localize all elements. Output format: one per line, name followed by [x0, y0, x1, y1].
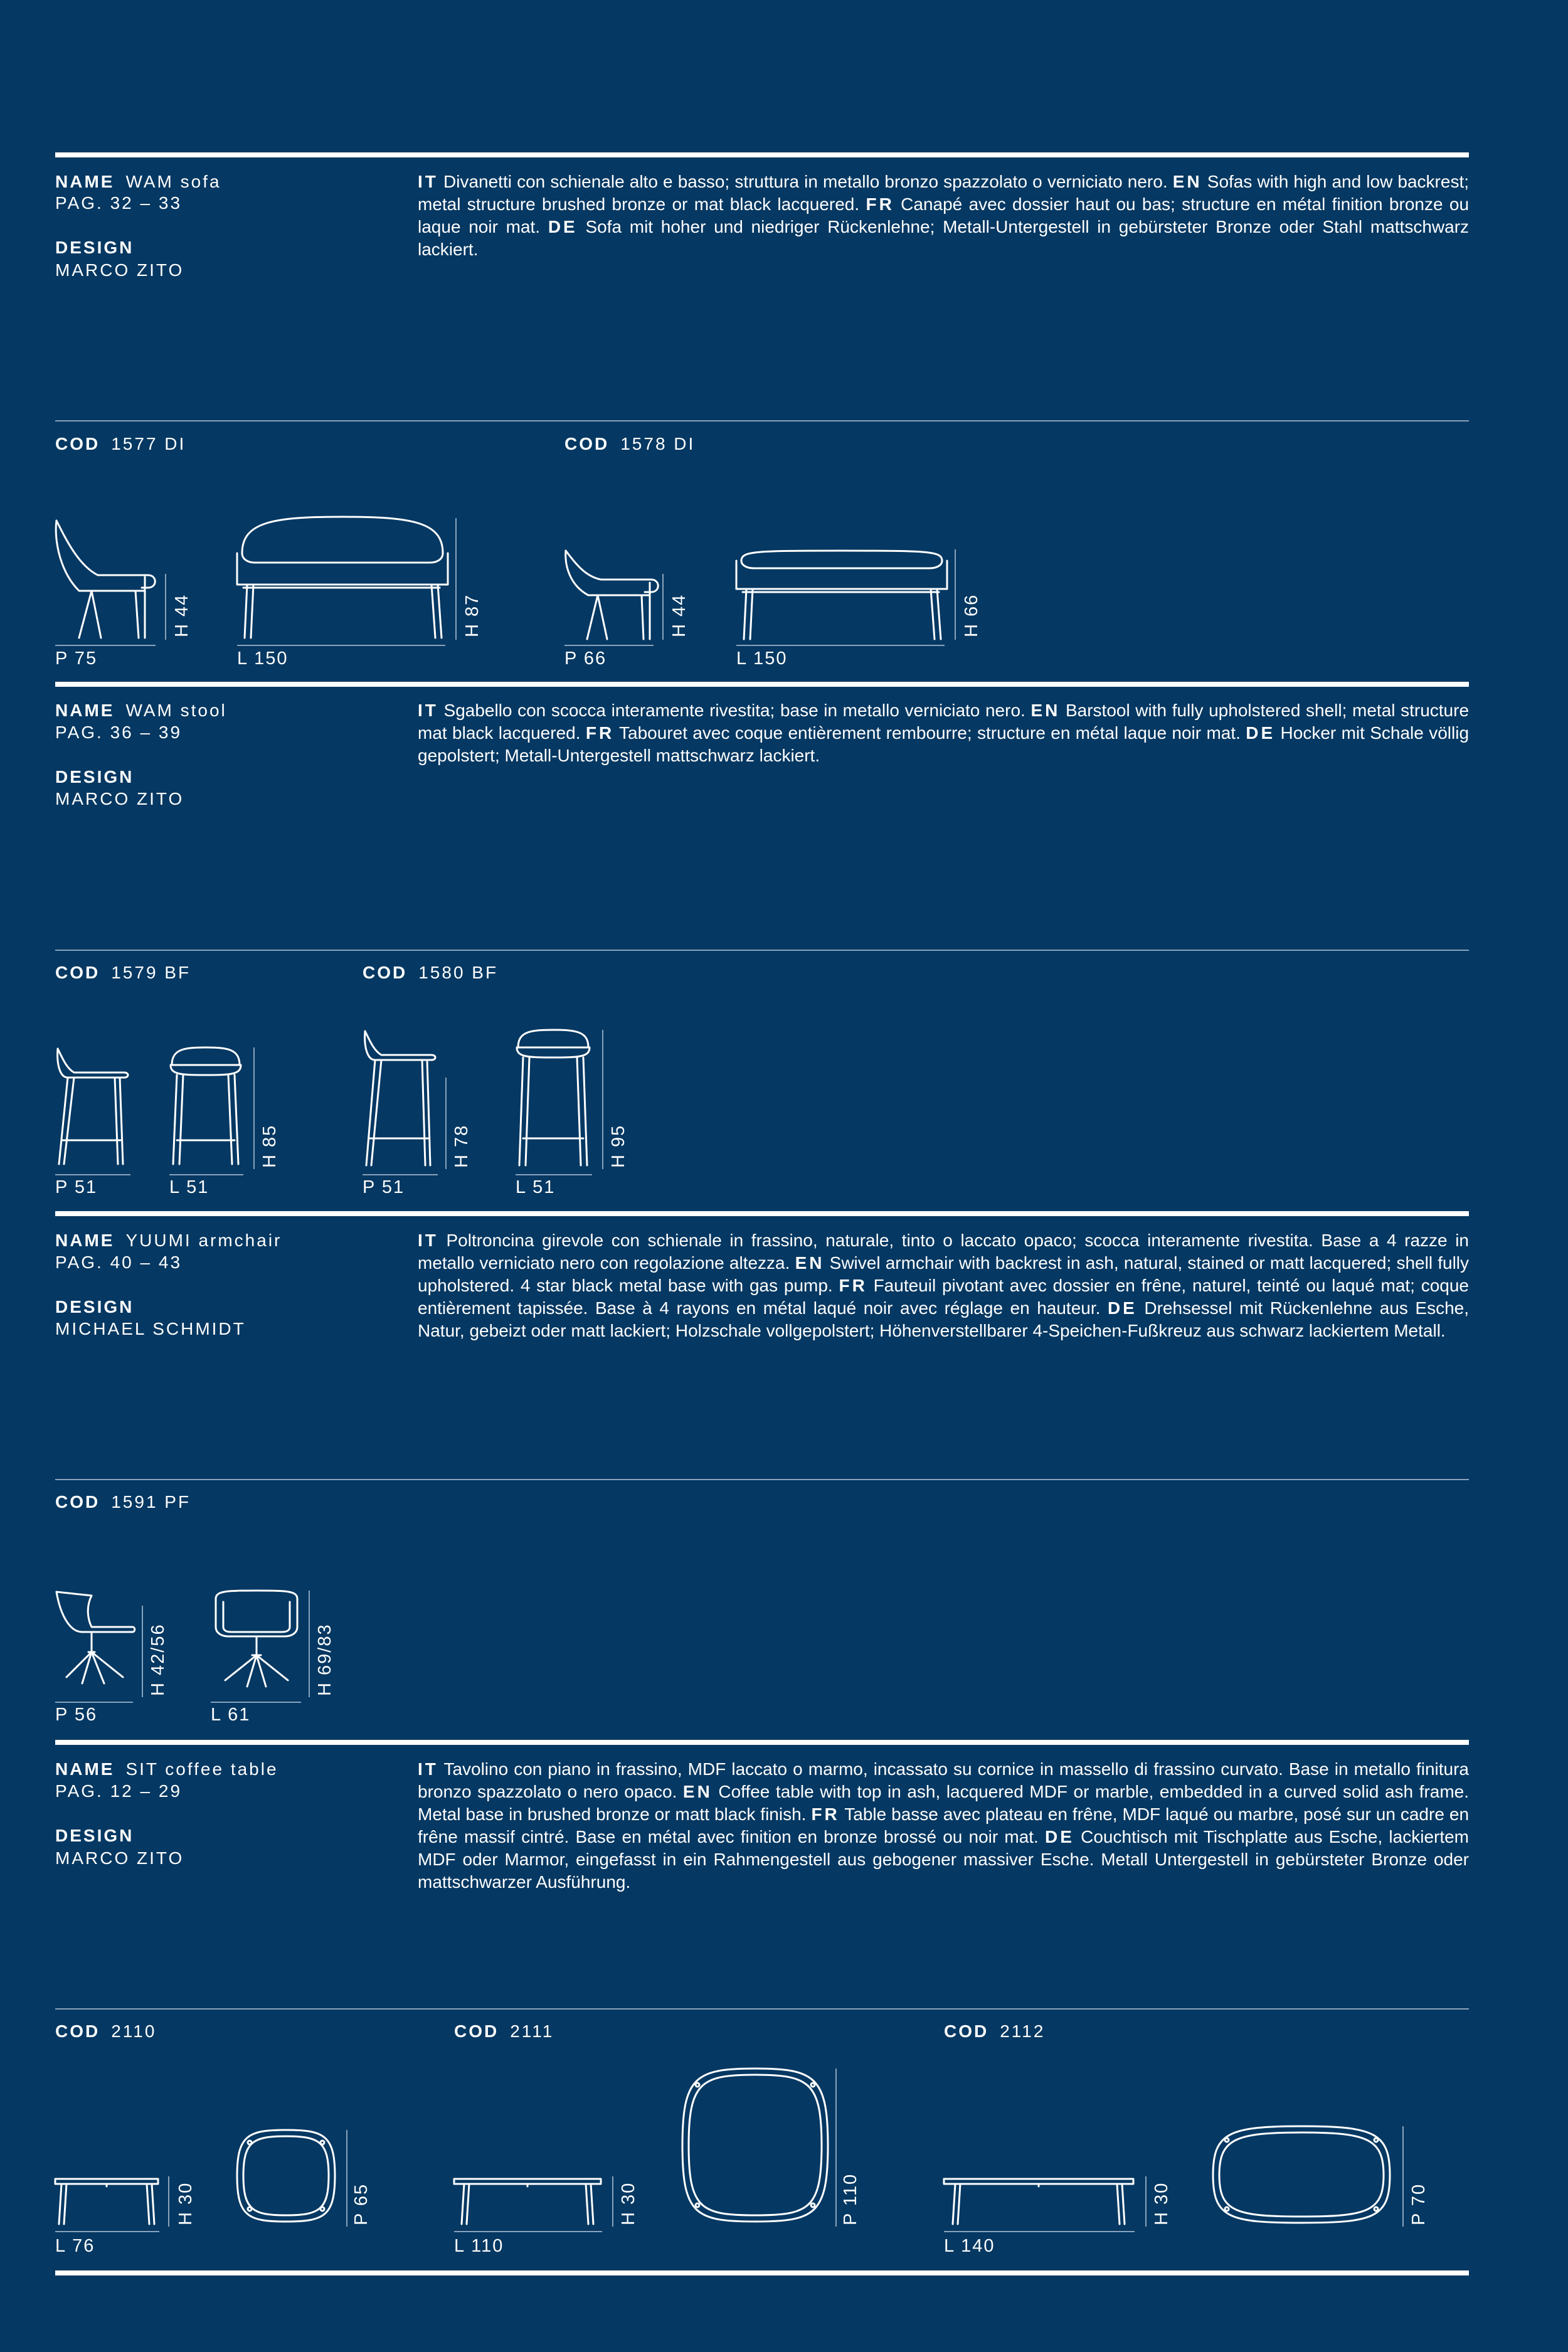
section-divider — [55, 682, 1469, 687]
length-line — [454, 2231, 602, 2232]
section-divider — [55, 152, 1469, 157]
product-pages: PAG. 12 – 29 — [55, 1781, 183, 1801]
dim-height: H 66 — [961, 593, 982, 637]
code-value: 2110 — [111, 2021, 157, 2041]
height-line — [955, 549, 956, 640]
height-line — [662, 574, 664, 640]
dim-length: L 76 — [55, 2236, 95, 2256]
dim-depth: P 51 — [55, 1177, 98, 1197]
depth-line — [55, 1174, 130, 1175]
sofa-1577-front-drawing — [236, 516, 449, 641]
dim-height: H 44 — [172, 593, 192, 637]
code-value: 2111 — [510, 2021, 554, 2041]
depth-line — [835, 2069, 837, 2227]
design-label: DESIGN — [55, 1826, 134, 1845]
dim-height: H 30 — [176, 2181, 196, 2225]
length-line — [736, 645, 945, 646]
length-line — [169, 1174, 243, 1175]
dim-length: L 140 — [944, 2236, 995, 2256]
dim-height: H 44 — [669, 593, 689, 637]
code-divider — [55, 1479, 1469, 1480]
product-name-row — [55, 171, 221, 193]
dim-height: H 30 — [618, 2181, 638, 2225]
name-label: NAME — [55, 1759, 115, 1779]
length-line — [55, 2231, 159, 2232]
depth-line — [363, 1174, 438, 1175]
page-bottom-rule — [55, 2270, 1469, 2275]
height-line — [1145, 2176, 1147, 2227]
depth-line — [346, 2130, 347, 2227]
section-divider — [55, 1211, 1469, 1216]
length-line — [944, 2231, 1135, 2232]
product-name-row — [55, 1229, 282, 1252]
depth-line — [1402, 2126, 1404, 2227]
length-line — [237, 645, 445, 646]
dim-height: H 87 — [462, 593, 482, 637]
dim-height: H 69/83 — [315, 1623, 335, 1696]
designer-name: MARCO ZITO — [55, 1848, 184, 1868]
length-line — [516, 1174, 592, 1175]
code-row-1580: COD 1580 BF — [363, 963, 499, 982]
depth-line — [55, 1702, 133, 1703]
code-row-2111: COD 2111 — [454, 2021, 554, 2041]
design-label: DESIGN — [55, 1297, 134, 1316]
dim-depth: P 66 — [564, 649, 607, 669]
dim-length: L 150 — [237, 649, 289, 669]
designer-name: MICHAEL SCHMIDT — [55, 1319, 246, 1338]
table-2110-side-drawing — [54, 2176, 161, 2227]
code-row-1578: COD 1578 DI — [564, 434, 696, 453]
code-row-1577: COD 1577 DI — [55, 434, 186, 453]
code-row-1591: COD 1591 PF — [55, 1492, 191, 1512]
section-divider — [55, 1740, 1469, 1745]
armchair-1591-front-drawing — [209, 1589, 304, 1696]
product-description: IT Poltroncina girevole con schienale in frassino, naturale, tinto o laccato opaco; scocca interamente rivestita. Base a 4 razze in metallo verniciato nero con regolazione altezza. EN Swivel armchair with backrest in ash, natural, stained or matt lacquered; shell fully upholstered. 4 star black metal base with gas pump. FR Fauteuil pivotant avec dossier en frêne, naturel, teinté ou laqué mat; coque entièrement tapissée. Base à 4 rayons en métal laqué noir avec réglage en hauteur. DE Drehsessel mit Rückenlehne aus Esche, Natur, gebeizt oder matt lackiert; Holzschale vollgepolstert; Höhenverstellbarer 4-Speichen-Fußkreuz aus schwarz lackiertem Metall. — [418, 1231, 1470, 1340]
height-line — [142, 1606, 143, 1697]
name-label: NAME — [55, 701, 115, 720]
name-label: NAME — [55, 172, 115, 191]
height-line — [309, 1591, 310, 1697]
code-divider — [55, 950, 1469, 951]
product-description: IT Tavolino con piano in frassino, MDF laccato o marmo, incassato su cornice in massello di frassino curvato. Base in metallo finitura bronzo spazzolato o nero opaco. EN Coffee table with top in ash, lacquered MDF or marble, embedded in a curved solid ash frame. Metal base in brushed bronze or matt black finish. FR Table basse avec plateau en frêne, MDF laqué ou marbre, posé sur un cadre en frêne massif cintré. Base en métal avec finition en bronze brossé ou noir mat. DE Couchtisch mit Tischplatte aus Esche, lackiertem MDF oder Marmor, eingefasst in ein Rahmengestell aus gebogener massiver Esche. Metall Untergestell in gebürsteter Bronze oder mattschwarzer Ausführung. — [418, 1759, 1470, 1892]
designer-name: MARCO ZITO — [55, 789, 184, 808]
dim-length: L 51 — [169, 1177, 209, 1197]
dim-depth: P 75 — [55, 649, 98, 669]
name-label: NAME — [55, 1231, 115, 1250]
table-2112-top-drawing — [1210, 2125, 1392, 2225]
stool-1580-front-drawing — [514, 1029, 592, 1167]
dim-height: H 78 — [452, 1124, 472, 1168]
product-pages: PAG. 32 – 33 — [55, 193, 183, 213]
code-row-2112: COD 2112 — [944, 2021, 1046, 2041]
product-name: SIT coffee table — [125, 1759, 278, 1779]
code-value: 2112 — [1000, 2021, 1046, 2041]
table-2112-side-drawing — [943, 2176, 1136, 2227]
height-line — [602, 1030, 603, 1169]
sofa-1577-side-drawing — [54, 516, 161, 641]
code-value: 1577 DI — [111, 434, 186, 453]
product-name-row — [55, 699, 227, 722]
length-line — [211, 1702, 301, 1703]
armchair-1591-side-drawing — [54, 1589, 135, 1696]
product-description: IT Divanetti con schienale alto e basso; struttura in metallo bronzo spazzolato o verniciato nero. EN Sofas with high and low backrest; metal structure brushed bronze or mat black lacquered. FR Canapé avec dossier haut ou bas; structure en métal finition bronze ou laque noir mat. DE Sofa mit hoher und niedriger Rückenlehne; Metall-Untergestell in gebürsteter Bronze oder Stahl mattschwarz lackiert. — [418, 172, 1470, 259]
table-2110-top-drawing — [236, 2129, 336, 2223]
table-2111-side-drawing — [453, 2176, 603, 2227]
product-name: YUUMI armchair — [125, 1231, 282, 1250]
code-value: 1578 DI — [620, 434, 696, 453]
dim-depth: P 65 — [351, 2183, 371, 2225]
product-name-row — [55, 1758, 278, 1781]
dim-depth: P 56 — [55, 1705, 98, 1725]
height-line — [168, 2176, 169, 2227]
designer-name: MARCO ZITO — [55, 260, 184, 280]
stool-1579-front-drawing — [168, 1046, 243, 1165]
code-value: 1591 PF — [111, 1492, 191, 1512]
dim-length: L 61 — [211, 1705, 251, 1725]
dim-height: H 30 — [1152, 2181, 1172, 2225]
height-line — [165, 574, 166, 640]
dim-height: H 42/56 — [148, 1623, 168, 1696]
dim-length: L 150 — [736, 649, 788, 669]
table-2111-top-drawing — [680, 2067, 830, 2224]
height-line — [455, 518, 457, 640]
dim-depth: P 70 — [1409, 2183, 1429, 2225]
depth-line — [564, 645, 654, 646]
stool-1580-side-drawing — [363, 1029, 438, 1167]
code-value: 1580 BF — [418, 963, 499, 982]
design-label: DESIGN — [55, 238, 134, 257]
depth-line — [55, 645, 156, 646]
dim-length: L 110 — [454, 2236, 504, 2256]
height-line — [253, 1047, 255, 1169]
code-row-2110: COD 2110 — [55, 2021, 157, 2041]
sofa-1578-front-drawing — [735, 548, 948, 642]
stool-1579-side-drawing — [55, 1046, 130, 1165]
product-name: WAM stool — [125, 701, 227, 720]
dim-depth: P 110 — [840, 2173, 861, 2225]
design-label: DESIGN — [55, 767, 134, 787]
code-divider — [55, 420, 1469, 421]
code-row-1579: COD 1579 BF — [55, 963, 191, 982]
height-line — [445, 1078, 447, 1169]
product-pages: PAG. 40 – 43 — [55, 1253, 183, 1272]
dim-depth: P 51 — [363, 1177, 405, 1197]
product-pages: PAG. 36 – 39 — [55, 723, 183, 742]
dim-height: H 85 — [260, 1124, 280, 1168]
product-name: WAM sofa — [125, 172, 221, 191]
height-line — [612, 2176, 613, 2227]
sofa-1578-side-drawing — [563, 548, 664, 642]
dim-height: H 95 — [608, 1124, 628, 1168]
product-description: IT Sgabello con scocca interamente rivestita; base in metallo verniciato nero. EN Barstool with fully upholstered shell; metal structure mat black lacquered. FR Tabouret avec coque entièrement rembourre; structure en métal laque noir mat. DE Hocker mit Schale völlig gepolstert; Metall-Untergestell mattschwarz lackiert. — [418, 701, 1470, 765]
code-divider — [55, 2008, 1469, 2010]
code-value: 1579 BF — [111, 963, 191, 982]
dim-length: L 51 — [516, 1177, 556, 1197]
